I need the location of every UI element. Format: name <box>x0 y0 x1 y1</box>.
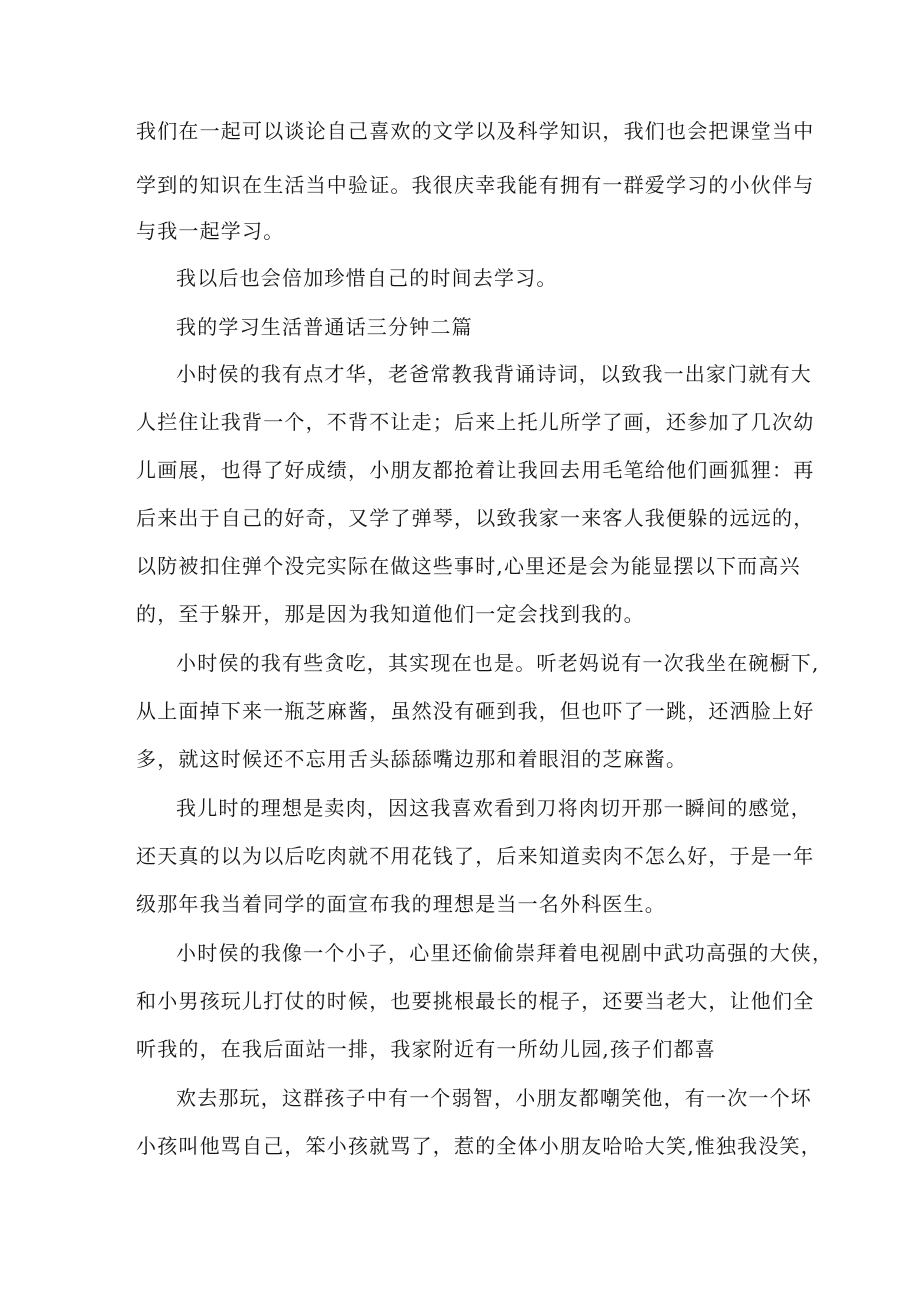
text-line: 我以后也会倍加珍惜自己的时间去学习。 <box>176 266 558 290</box>
text-line: 的，至于躲开，那是因为我知道他们一定会找到我的。 <box>136 602 645 626</box>
text-line: 小时侯的我有些贪吃，其实现在也是。听老妈说有一次我坐在碗橱下, <box>176 651 820 675</box>
text-line: 后来出于自己的好奇，又学了弹琴，以致我家一来客人我便躲的远远的， <box>136 506 815 530</box>
text-line: 以防被扣住弹个没完实际在做这些事时,心里还是会为能显摆以下而高兴 <box>136 554 801 578</box>
text-line: 学到的知识在生活当中验证。我很庆幸我能有拥有一群爱学习的小伙伴与 <box>136 173 815 197</box>
text-line: 小时侯的我像一个小子，心里还偷偷崇拜着电视剧中武功高强的大侠， <box>176 941 834 965</box>
text-line: 欢去那玩，这群孩子中有一个弱智，小朋友都嘲笑他，有一次一个坏 <box>176 1086 812 1110</box>
text-line: 从上面掉下来一瓶芝麻酱，虽然没有砸到我，但也吓了一跳，还洒脸上好 <box>136 699 815 723</box>
text-line: 与我一起学习。 <box>136 219 285 243</box>
text-line: 人拦住让我背一个，不背不让走；后来上托儿所学了画，还参加了几次幼 <box>136 410 815 434</box>
text-line: 级那年我当着同学的面宣布我的理想是当一名外科医生。 <box>136 892 666 916</box>
text-line: 小时侯的我有点才华，老爸常教我背诵诗词，以致我一出家门就有大 <box>176 362 812 386</box>
text-line: 我的学习生活普通话三分钟二篇 <box>176 315 473 339</box>
text-line: 听我的，在我后面站一排，我家附近有一所幼儿园,孩子们都喜 <box>136 1037 716 1061</box>
text-line: 还天真的以为以后吃肉就不用花钱了，后来知道卖肉不怎么好，于是一年 <box>136 844 815 868</box>
text-line: 小孩叫他骂自己，笨小孩就骂了，惹的全体小朋友哈哈大笑,惟独我没笑， <box>136 1134 822 1158</box>
text-line: 和小男孩玩儿打仗的时候，也要挑根最长的棍子，还要当老大，让他们全 <box>136 989 815 1013</box>
text-line: 我儿时的理想是卖肉，因这我喜欢看到刀将肉切开那一瞬间的感觉， <box>176 796 812 820</box>
text-line: 多，就这时候还不忘用舌头舔舔嘴边那和着眼泪的芝麻酱。 <box>136 747 688 771</box>
text-line: 儿画展，也得了好成绩，小朋友都抢着让我回去用毛笔给他们画狐狸：再 <box>136 458 815 482</box>
text-line: 我们在一起可以谈论自己喜欢的文学以及科学知识，我们也会把课堂当中 <box>136 119 815 143</box>
